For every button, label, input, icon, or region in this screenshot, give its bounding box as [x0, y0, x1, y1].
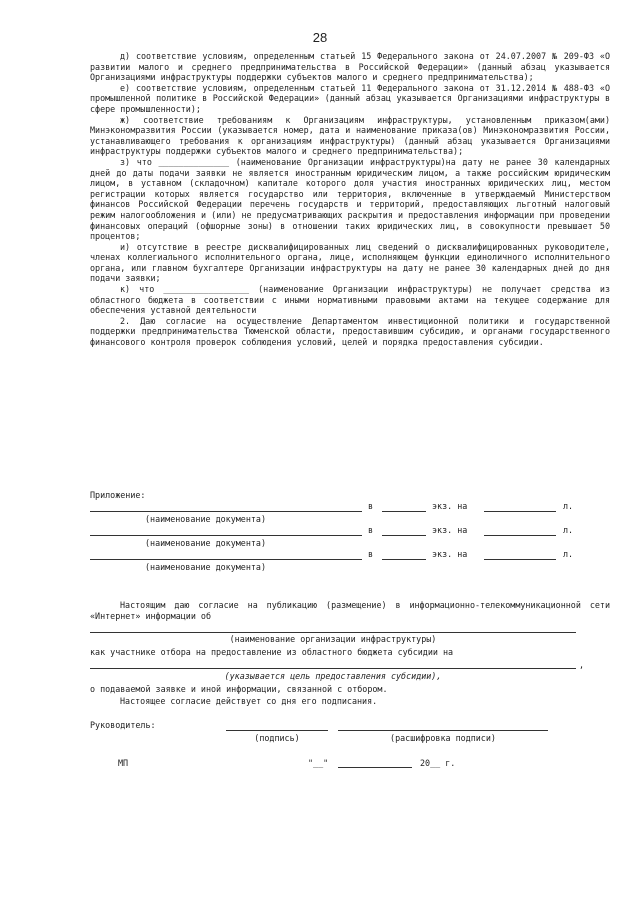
- paragraph-2: 2. Даю согласие на осуществление Департаментом инвестиционной политики и государственной поддержки предпринимательства Тюменской области, предоставившим субсидию, и органами государственного финансового контроля проверок соблюдения условий, целей и порядка предоставления субсидии.: [90, 315, 610, 348]
- attachment-name-line: [90, 559, 362, 560]
- signature-caption: (подпись): [254, 733, 300, 743]
- attachment-in: в: [368, 501, 374, 511]
- attachment-caption: (наименование документа): [145, 514, 267, 524]
- attachment-copies-label: экз. на: [432, 549, 468, 559]
- attachment-caption: (наименование документа): [145, 538, 267, 548]
- attachment-copies-line: [382, 559, 426, 560]
- about-text: о подаваемой заявке и иной информации, связанной с отбором.: [90, 684, 388, 694]
- attachment-in: в: [368, 549, 374, 559]
- date-year: 20__ г.: [420, 758, 456, 768]
- org-caption: (наименование организации инфраструктуры): [229, 634, 437, 644]
- participant-text: как участнике отбора на предоставление из областного бюджета субсидии на: [90, 647, 454, 657]
- attachment-sheets-label: л.: [563, 525, 574, 535]
- attachment-sheets-line: [484, 511, 556, 512]
- page-number: 28: [312, 30, 328, 45]
- attachment-in: в: [368, 525, 374, 535]
- paragraph-e: е) соответствие условиям, определенным статьей 11 Федерального закона от 31.12.2014 № 488-ФЗ «О промышленной политике в Российской Федерации» (данный абзац указывается Организациями инфраструктуры в сфере промышленности);: [90, 82, 610, 114]
- attachment-sheets-line: [484, 535, 556, 536]
- attachments-label: Приложение:: [90, 490, 146, 500]
- attachment-caption: (наименование документа): [145, 562, 267, 572]
- purpose-caption: (указывается цель предоставления субсидии),: [224, 671, 442, 681]
- purpose-comma: ,: [579, 660, 585, 670]
- paragraph-d: д) соответствие условиям, определенным статьей 15 Федерального закона от 24.07.2007 № 209-ФЗ «О развитии малого и среднего предпринимательства в Российской Федерации» (данный абзац указывается Организациями инфраструктуры поддержки субъектов малого и среднего предпринимательства);: [90, 51, 610, 83]
- decode-line: [338, 730, 548, 731]
- attachment-copies-line: [382, 511, 426, 512]
- paragraph-zh: ж) соответствие требованиям к Организациям инфраструктуры, установленным приказом(ами) Минэкономразвития России (указывается номер, дата и наименование приказа(ов) Минэкономразвития России, устанавливающего требования к организациям инфраструктуры) (данный абзац указывается Организациями инфраструктуры поддержки субъектов малого и среднего предпринимательства);: [90, 114, 610, 157]
- consent-text: Настоящим даю согласие на публикацию (размещение) в информационно-телекоммуникационной сети «Интернет» информации об: [90, 600, 610, 621]
- attachment-sheets-line: [484, 559, 556, 560]
- decode-caption: (расшифровка подписи): [390, 733, 496, 743]
- paragraph-z: з) что ______________ (наименование Организации инфраструктуры)на дату не ранее 30 календарных дней до даты подачи заявки не является иностранным юридическим лицом, а также российским юридическим лицом, в уставном (складочном) капитале которого доля участия иностранных юридических лиц, местом регистрации которых является государство или территория, включенные в утверждаемый Министерством финансов Российской Федерации перечень государств и территорий, предоставляющих льготный налоговый режим налогообложения и (или) не предусматривающих раскрытия и предоставления информации при проведении финансовых операций (офшорные зоны) в отношении таких юридических лиц, в совокупности превышает 50 процентов;: [90, 156, 610, 242]
- paragraph-k: к) что _________________ (наименование Организации инфраструктуры) не получает средства из областного бюджета в соответствии с иными нормативными правовыми актами на текущее содержание для обеспечения уставной деятельности: [90, 284, 610, 316]
- date-day: "__": [308, 758, 329, 768]
- attachment-copies-label: экз. на: [432, 525, 468, 535]
- org-name-line: [90, 632, 576, 633]
- attachment-copies-line: [382, 535, 426, 536]
- signature-line: [226, 730, 328, 731]
- purpose-line: [90, 668, 576, 669]
- attachment-name-line: [90, 535, 362, 536]
- attachment-sheets-label: л.: [563, 501, 574, 511]
- document-body: [90, 51, 610, 348]
- validity-text: Настоящее согласие действует со дня его подписания.: [120, 696, 378, 706]
- paragraph-i: и) отсутствие в реестре дисквалифицированных лиц сведений о дисквалифицированных руководителе, членах коллегиального исполнительного органа, лице, исполняющем функции единоличного исполнительного органа, или главном бухгалтере Организации инфраструктуры на дату не ранее 30 календарных дней до дня подачи заявки;: [90, 241, 610, 284]
- head-label: Руководитель:: [90, 720, 156, 730]
- seal-label: МП: [118, 758, 129, 768]
- date-month-line: [338, 767, 412, 768]
- attachment-sheets-label: л.: [563, 549, 574, 559]
- attachment-name-line: [90, 511, 362, 512]
- attachment-copies-label: экз. на: [432, 501, 468, 511]
